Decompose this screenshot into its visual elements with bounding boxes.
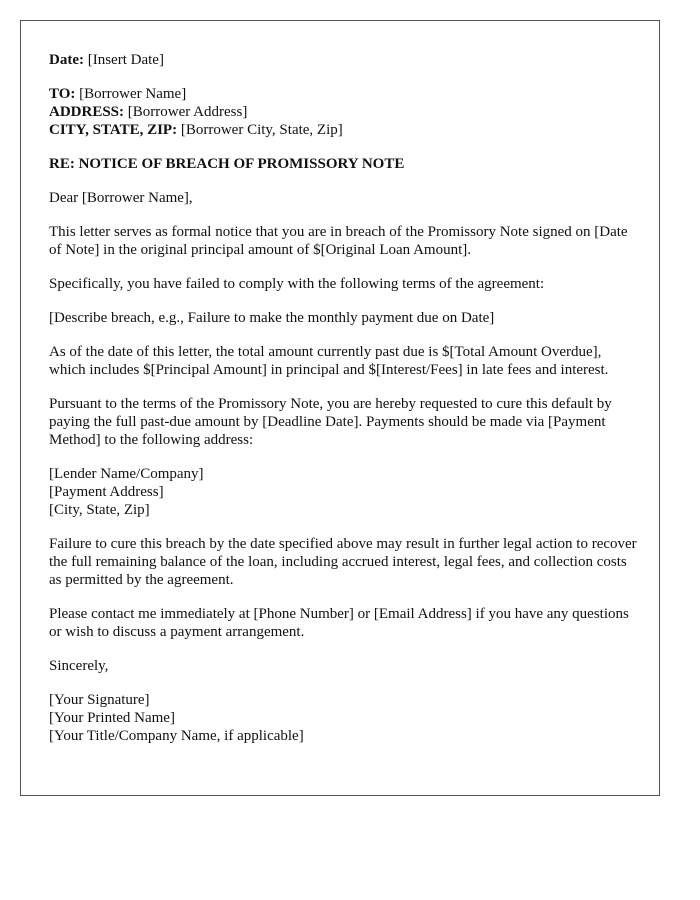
address-value: [Borrower Address]	[127, 104, 248, 120]
subject-line: RE: NOTICE OF BREACH OF PROMISSORY NOTE	[49, 156, 405, 172]
date-label: Date:	[49, 52, 84, 68]
paragraph-legal-action: Failure to cure this breach by the date specified above may result in further legal action to recover the full remaining balance of the loan, including accrued interest, legal fees, and collection costs as permitted by the agreement.	[49, 536, 637, 588]
payment-address-block	[49, 465, 639, 519]
printed-name-line: [Your Printed Name]	[49, 710, 175, 726]
letter-document	[20, 20, 660, 796]
payment-street-address: [Payment Address]	[49, 484, 164, 500]
city-state-zip-value: [Borrower City, State, Zip]	[180, 122, 343, 138]
title-company-line: [Your Title/Company Name, if applicable]	[49, 728, 304, 744]
to-value: [Borrower Name]	[79, 86, 187, 102]
address-line	[49, 103, 639, 121]
city-state-zip-line	[49, 121, 639, 139]
signature-block	[49, 691, 639, 745]
payment-lender-name: [Lender Name/Company]	[49, 466, 204, 482]
address-label: ADDRESS:	[49, 104, 125, 120]
signature-line: [Your Signature]	[49, 692, 150, 708]
payment-city-state-zip: [City, State, Zip]	[49, 502, 150, 518]
paragraph-breach-notice: This letter serves as formal notice that you are in breach of the Promissory Note signed on [Date of Note] in the original principal amount of $[Original Loan Amount].	[49, 224, 628, 258]
signoff: Sincerely,	[49, 658, 109, 674]
city-state-zip-label: CITY, STATE, ZIP:	[49, 122, 178, 138]
letter-body	[49, 51, 639, 745]
date-line	[49, 51, 639, 69]
to-label: TO:	[49, 86, 76, 102]
paragraph-terms-intro: Specifically, you have failed to comply with the following terms of the agreement:	[49, 276, 545, 292]
paragraph-cure-request: Pursuant to the terms of the Promissory Note, you are hereby requested to cure this default by paying the full past-due amount by [Deadline Date]. Payments should be made via [Payment Method] to the following address:	[49, 396, 612, 448]
recipient-block	[49, 85, 639, 139]
paragraph-contact: Please contact me immediately at [Phone Number] or [Email Address] if you have any questions or wish to discuss a payment arrangement.	[49, 606, 629, 640]
to-line	[49, 85, 639, 103]
paragraph-breach-description: [Describe breach, e.g., Failure to make the monthly payment due on Date]	[49, 310, 495, 326]
paragraph-amount-due: As of the date of this letter, the total amount currently past due is $[Total Amount Overdue], which includes $[Principal Amount] in principal and $[Interest/Fees] in late fees and interest.	[49, 344, 609, 378]
date-value: [Insert Date]	[87, 52, 164, 68]
salutation: Dear [Borrower Name],	[49, 190, 193, 206]
